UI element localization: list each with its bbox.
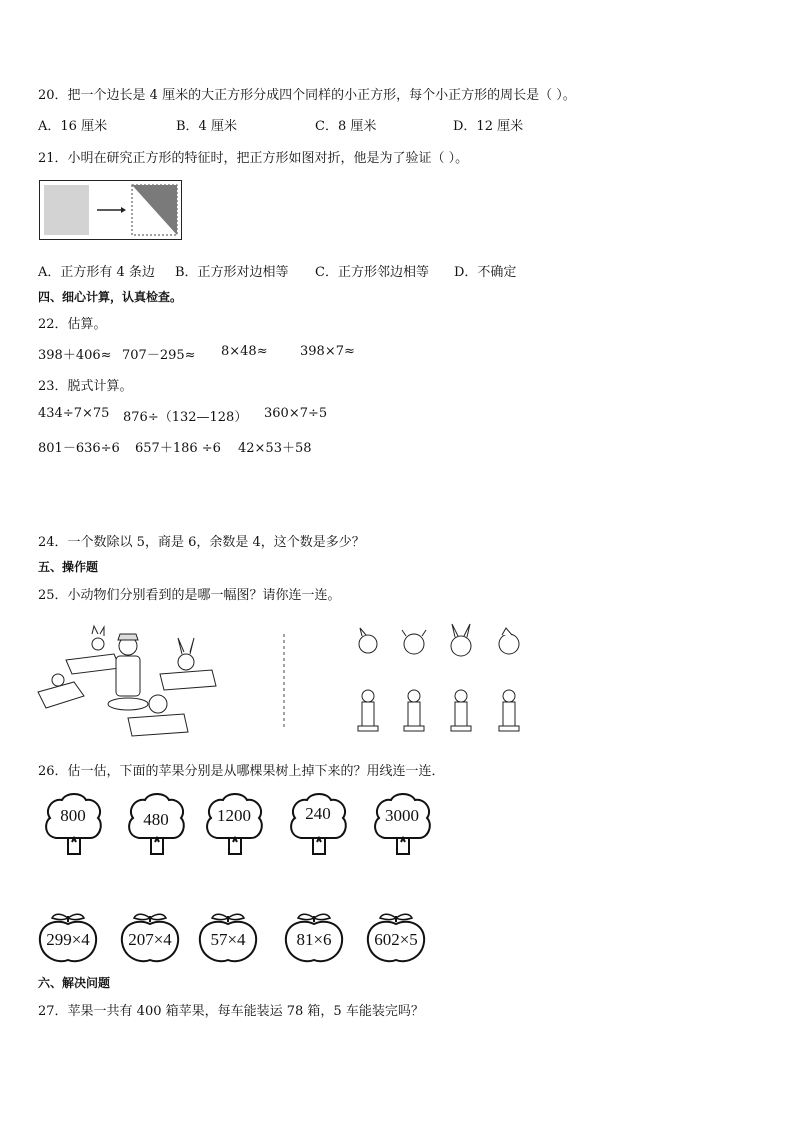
q21-option-a: A．正方形有 4 条边 [38,265,155,280]
apple-3 [196,910,260,966]
section6-heading: 六、解决问题 [38,976,111,990]
q20-option-b: B．4 厘米 [176,119,237,134]
tree-3 [203,792,265,860]
q21-option-b: B．正方形对边相等 [175,265,289,280]
apple-2 [118,910,182,966]
tree-value: 1200 [217,806,251,825]
q22-expr-4: 398×7≈ [300,344,355,359]
q20-stem: 20．把一个边长是 4 厘米的大正方形分成四个同样的小正方形，每个小正方形的周长是（ ）。 [38,88,576,103]
apple-4 [282,910,346,966]
tree-value: 3000 [385,806,419,825]
q22-expr-1: 398＋406≈ [38,348,112,363]
tree-value: 800 [60,806,86,825]
apple-expr: 81×6 [296,930,332,949]
q26-stem: 26．估一估，下面的苹果分别是从哪棵果树上掉下来的？用线连一连． [38,764,445,779]
apple-expr: 207×4 [128,930,172,949]
scene-left [38,626,216,736]
apple-expr: 602×5 [374,930,418,949]
q27-stem: 27．苹果一共有 400 箱苹果，每车能装运 78 箱，5 车能装完吗？ [38,1004,424,1019]
q20-option-a: A．16 厘米 [38,119,108,134]
q23-expr-5: 657＋186 ÷6 [135,441,221,456]
q22-expr-3: 8×48≈ [221,344,268,359]
tree-value: 240 [305,804,331,823]
q23-stem: 23．脱式计算。 [38,379,133,394]
q20-option-d: D．12 厘米 [453,119,524,134]
tree-icon [203,792,265,860]
section4-heading: 四、细心计算，认真检查。 [38,290,183,304]
q23-expr-2: 876÷（132—128） [123,410,248,425]
q25-stem: 25．小动物们分别看到的是哪一幅图？请你连一连。 [38,588,341,603]
gray-square [44,185,89,235]
q21-option-c: C．正方形邻边相等 [315,265,429,280]
tree-1 [42,792,104,860]
tree-4 [287,792,349,860]
tree-2 [125,792,187,860]
q23-expr-6: 42×53＋58 [238,441,312,456]
apple-5 [364,910,428,966]
tree-icon [42,792,104,860]
q25-illustration [36,622,536,742]
tree-icon [287,792,349,860]
tree-value: 480 [143,810,169,829]
q21-stem: 21．小明在研究正方形的特征时，把正方形如图对折，他是为了验证（ ）。 [38,151,469,166]
q24-stem: 24．一个数除以 5，商是 6，余数是 4，这个数是多少？ [38,535,365,550]
figure-views-row [358,690,519,731]
apple-expr: 57×4 [210,930,246,949]
q22-stem: 22．估算。 [38,317,107,332]
q21-fold-figure [39,180,182,240]
apple-1 [36,910,100,966]
q23-expr-3: 360×7÷5 [264,406,328,421]
q20-option-c: C．8 厘米 [315,119,377,134]
section5-heading: 五、操作题 [38,560,99,574]
q23-expr-1: 434÷7×75 [38,406,110,421]
animal-heads-row [359,624,519,656]
tree-5 [371,792,433,860]
q23-expr-4: 801－636÷6 [38,441,120,456]
apple-expr: 299×4 [46,930,90,949]
tree-icon [371,792,433,860]
q22-expr-2: 707－295≈ [122,348,196,363]
q21-option-d: D．不确定 [454,265,517,280]
